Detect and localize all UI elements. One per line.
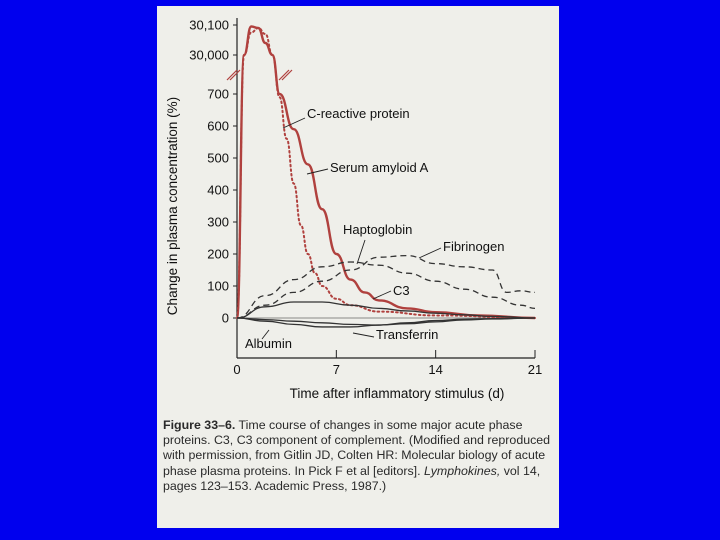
x-tick-label: 0	[233, 362, 241, 377]
series-label-fibrinogen: Fibrinogen	[443, 239, 505, 254]
series-label-albumin: Albumin	[245, 336, 292, 351]
y-tick-label: 30,100	[189, 17, 229, 33]
series-label-c3: C3	[393, 283, 410, 298]
x-tick-label: 7	[332, 362, 340, 377]
y-ticks	[189, 18, 237, 326]
caption-text: Time course of changes in some major acute phase proteins. C3, C3 component of complement. (Modified and reproduced with permission, from Gitlin JD, Colten HR: Molecular biology of acute phase plasma proteins. In Pick F et al [editors].	[163, 418, 551, 478]
y-tick-label: 700	[207, 86, 229, 102]
series-label-c-reactive-protein: C-reactive protein	[307, 106, 410, 121]
y-tick-label: 400	[207, 182, 229, 198]
leader-line	[419, 248, 441, 258]
x-axis-label: Time after inflammatory stimulus (d)	[289, 386, 505, 401]
series-label-haptoglobin: Haptoglobin	[343, 222, 413, 237]
y-tick-label: 100	[207, 278, 229, 294]
x-ticks	[233, 350, 542, 377]
leader-line	[307, 169, 328, 174]
caption-text-end: vol 14, pages 123–153. Academic Press, 1987.)	[163, 463, 541, 493]
chart-axes	[227, 18, 535, 358]
caption-label: Figure 33–6.	[163, 418, 236, 432]
x-tick-label: 14	[428, 362, 443, 377]
leader-line	[373, 291, 391, 299]
figure-panel	[157, 6, 559, 528]
leader-line	[283, 118, 305, 128]
y-tick-label: 500	[207, 150, 229, 166]
figure-caption	[163, 418, 551, 494]
x-tick-label: 21	[527, 362, 543, 377]
y-axis-label: Change in plasma concentration (%)	[165, 96, 180, 316]
caption-italic: Lymphokines,	[424, 463, 501, 478]
y-tick-label: 300	[207, 214, 229, 230]
y-tick-label: 0	[221, 310, 229, 326]
y-tick-label: 600	[207, 118, 229, 134]
leader-line	[353, 333, 374, 337]
series-lines	[237, 27, 535, 327]
series-albumin	[237, 318, 535, 325]
leader-line	[357, 240, 365, 264]
series-label-transferrin: Transferrin	[376, 327, 439, 342]
y-tick-label: 30,000	[189, 47, 229, 63]
series-label-serum-amyloid-a: Serum amyloid A	[330, 160, 429, 175]
y-tick-label: 200	[207, 246, 229, 262]
